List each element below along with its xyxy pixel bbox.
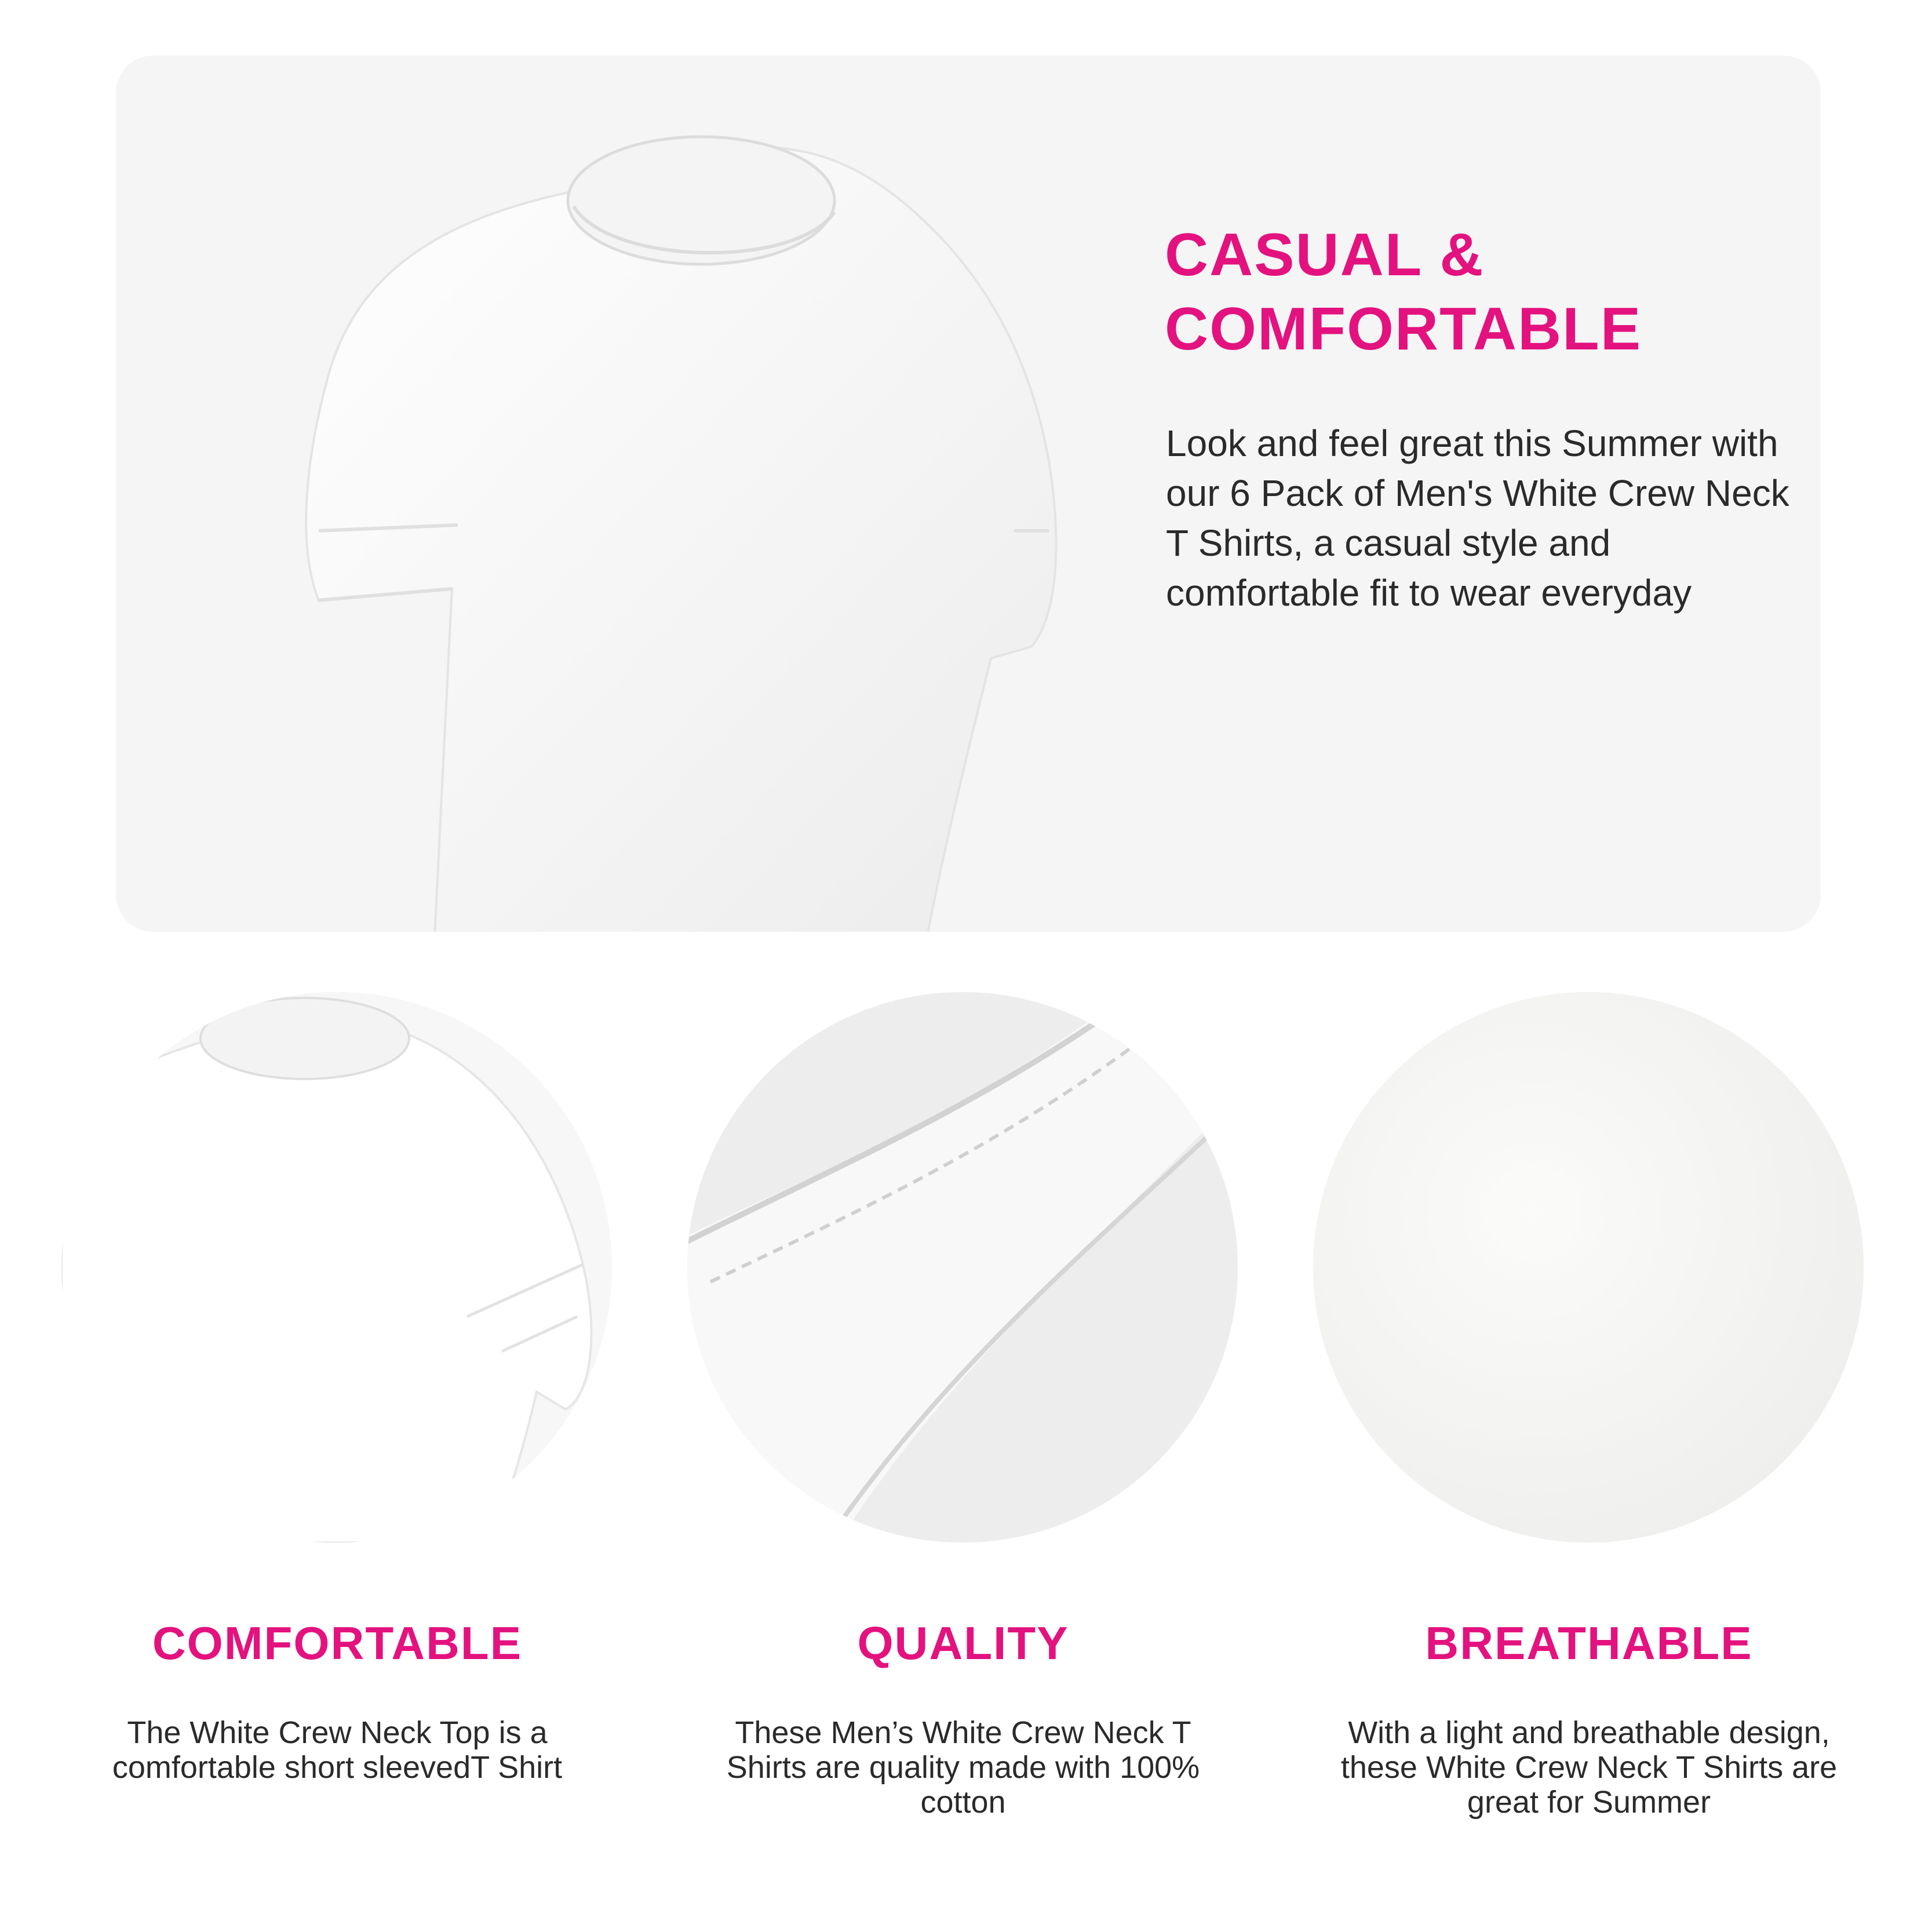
feature-title-breathable: BREATHABLE bbox=[1425, 1617, 1753, 1669]
hero-panel bbox=[116, 56, 1821, 932]
tshirt-closeup-photo bbox=[61, 992, 612, 1543]
fabric-seam-photo bbox=[687, 992, 1238, 1543]
feature-text-comfortable: The White Crew Neck Top is a comfortable short sleevedT Shirt bbox=[112, 1715, 563, 1785]
fabric-texture-photo bbox=[1313, 992, 1864, 1543]
feature-title-quality: QUALITY bbox=[857, 1617, 1069, 1669]
feature-text-breathable: With a light and breathable design, these White Crew Neck T Shirts are great for Summer bbox=[1340, 1715, 1838, 1820]
hero-description: Look and feel great this Summer with our 6 Pack of Men's White Crew Neck T Shirts, a casual style and comfortable fit to wear everyday bbox=[1166, 422, 1789, 614]
feature-title-comfortable: COMFORTABLE bbox=[152, 1617, 523, 1669]
white-tshirt-photo bbox=[261, 90, 1188, 932]
feature-text-quality: These Men’s White Crew Neck T Shirts are quality made with 100% cotton bbox=[726, 1715, 1200, 1820]
hero-title: CASUAL & COMFORTABLE bbox=[1165, 221, 1642, 363]
